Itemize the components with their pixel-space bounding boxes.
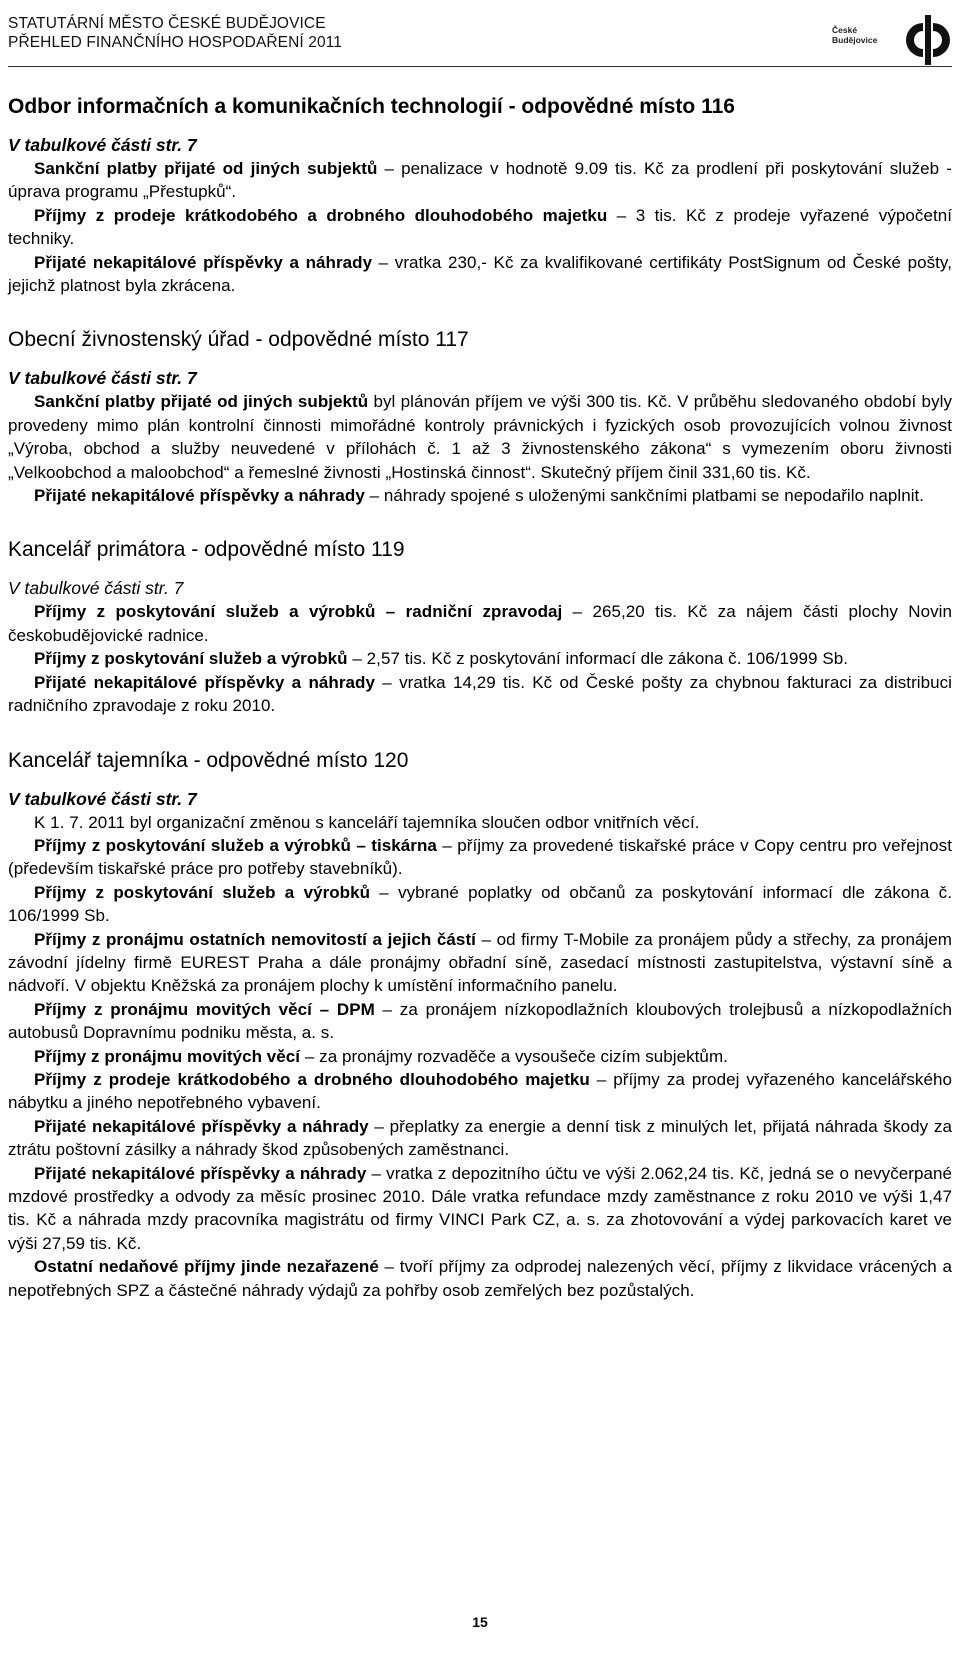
paragraph-lead: Ostatní nedaňové příjmy jinde nezařazené — [34, 1257, 379, 1277]
header-line-2: PŘEHLED FINANČNÍHO HOSPODAŘENÍ 2011 — [8, 34, 342, 51]
paragraph-lead: Příjmy z poskytování služeb a výrobků – radniční zpravodaj — [34, 602, 563, 622]
paragraph-lead: Přijaté nekapitálové příspěvky a náhrady — [34, 252, 373, 272]
paragraph-lead: Příjmy z prodeje krátkodobého a drobného dlouhodobého majetku — [34, 205, 608, 225]
paragraph-lead: Sankční platby přijaté od jiných subjektů — [34, 392, 369, 412]
paragraph — [8, 928, 952, 998]
table-reference: V tabulkové části str. 7 — [8, 368, 197, 389]
paragraph-lead: Přijaté nekapitálové příspěvky a náhrady — [34, 486, 365, 506]
paragraph — [8, 390, 952, 484]
paragraph — [8, 998, 952, 1045]
paragraph-lead: Příjmy z prodeje krátkodobého a drobného dlouhodobého majetku — [34, 1069, 590, 1089]
paragraph — [8, 484, 952, 507]
paragraph — [8, 1255, 952, 1302]
paragraph-lead: Přijaté nekapitálové příspěvky a náhrady — [34, 1116, 369, 1136]
paragraph — [8, 157, 952, 204]
paragraph-lead: Přijaté nekapitálové příspěvky a náhrady — [34, 672, 375, 692]
section-om117 — [8, 327, 952, 507]
header-divider — [8, 66, 952, 67]
paragraph-text: – za pronájem nízkopodlažních kloubových trolejbusů a nízkopodlažních autobusů Dopravnímu podniku města, a. s. — [8, 999, 952, 1043]
page-number: 15 — [472, 1614, 488, 1630]
paragraph-lead: Příjmy z pronájmu movitých věcí – DPM — [34, 999, 375, 1019]
section-title: Kancelář tajemníka - odpovědné místo 120 — [8, 748, 409, 772]
paragraph-text: – přeplatky za energie a denní tisk z minulých let, přijatá náhrada škody za ztrátu poštovní zásilky a náhrady škod způsobených zaměstnanci. — [8, 1116, 952, 1160]
section-title: Obecní živnostenský úřad - odpovědné místo 117 — [8, 328, 469, 352]
paragraph — [8, 671, 952, 718]
paragraph-text: – vybrané poplatky od občanů za poskytování informací dle zákona č. 106/1999 Sb. — [8, 882, 952, 926]
table-reference: V tabulkové části str. 7 — [8, 578, 184, 599]
paragraph — [8, 204, 952, 251]
paragraph-lead: Příjmy z pronájmu ostatních nemovitostí a jejich částí — [34, 929, 476, 949]
paragraph-text: – příjmy za provedené tiskařské práce v Copy centru pro veřejnost (především tiskařské práce pro potřeby stavebníků). — [8, 835, 952, 879]
paragraph-lead: Příjmy z poskytování služeb a výrobků — [34, 649, 348, 669]
paragraph — [8, 1045, 952, 1068]
paragraph-text: – příjmy za prodej vyřazeného kancelářského nábytku a jiného nepotřebného vybavení. — [8, 1069, 952, 1113]
paragraph — [8, 251, 952, 298]
document-body — [8, 94, 952, 1332]
paragraph — [8, 600, 952, 647]
section-title: Kancelář primátora - odpovědné místo 119 — [8, 538, 405, 562]
logo-mark-icon — [906, 15, 950, 65]
paragraph-text: K 1. 7. 2011 byl organizační změnou s kanceláří tajemníka sloučen odbor vnitřních věcí. — [34, 812, 700, 832]
city-logo — [832, 14, 952, 66]
paragraph-text: – tvoří příjmy za odprodej nalezených věcí, příjmy z likvidace vrácených a nepotřebných SPZ a částečné náhrady výdajů za pohřby osob zemřelých bez pozůstalých. — [8, 1257, 952, 1300]
paragraph-lead: Příjmy z poskytování služeb a výrobků — [34, 882, 371, 902]
header-line-1: STATUTÁRNÍ MĚSTO ČESKÉ BUDĚJOVICE — [8, 15, 326, 32]
paragraph — [8, 811, 952, 834]
paragraph-text: – za pronájmy rozvaděče a vysoušeče cizím subjektům. — [300, 1046, 728, 1066]
paragraph-text: – 2,57 tis. Kč z poskytování informací dle zákona č. 106/1999 Sb. — [347, 649, 848, 669]
paragraph — [8, 1068, 952, 1115]
logo-text: České Budějovice — [832, 25, 878, 45]
page-header — [8, 14, 952, 66]
paragraph-text: – penalizace v hodnotě 9.09 tis. Kč za prodlení při poskytování služeb - úprava programu „Přestupků“. — [8, 159, 952, 202]
section-om119 — [8, 537, 952, 717]
paragraph-lead: Přijaté nekapitálové příspěvky a náhrady — [34, 1163, 367, 1183]
paragraph-text: – náhrady spojené s uloženými sankčními platbami se nepodařilo naplnit. — [364, 486, 925, 506]
paragraph-text: – 265,20 tis. Kč za nájem části plochy Novin českobudějovické radnice. — [8, 602, 952, 645]
paragraph-lead: Sankční platby přijaté od jiných subjektů — [34, 159, 378, 178]
paragraph — [8, 834, 952, 881]
paragraph-text: – od firmy T-Mobile za pronájem půdy a střechy, za pronájem závodní jídelny firmě EUREST Praha a dále pronájmy obřadní síně, zasedací místnosti zastupitelstva, výstavní síně a nádvoří. V objektu Kněžská za pronájem plochy k umístění informačního panelu. — [8, 929, 952, 996]
table-reference: V tabulkové části str. 7 — [8, 135, 197, 155]
section-om120 — [8, 748, 952, 1303]
paragraph-text: – vratka 14,29 tis. Kč od České pošty za chybnou fakturaci za distribuci radničního zpravodaje z roku 2010. — [8, 672, 952, 716]
paragraph — [8, 881, 952, 928]
section-om116 — [8, 94, 952, 297]
paragraph — [8, 1115, 952, 1162]
paragraph-text: – vratka z depozitního účtu ve výši 2.062,24 tis. Kč, jedná se o nevyčerpané mzdové prostředky a odvody za měsíc prosinec 2010. Dále vratka refundace mzdy zaměstnance z roku 2010 ve výši 1,47 tis. Kč a náhrada mzdy pracovníka magistrátu od firmy VINCI Park CZ, a. s. za zhotovování a výdej parkovacích karet ve výši 27,59 tis. Kč. — [8, 1163, 953, 1253]
paragraph — [8, 1162, 952, 1256]
paragraph-lead: Příjmy z poskytování služeb a výrobků – tiskárna — [34, 835, 437, 855]
paragraph-text: – vratka 230,- Kč za kvalifikované certifikáty PostSignum od České pošty, jejichž platnost byla zkrácena. — [8, 252, 952, 296]
section-title: Odbor informačních a komunikačních technologií - odpovědné místo 116 — [8, 95, 735, 118]
paragraph-text: byl plánován příjem ve výši 300 tis. Kč. V průběhu sledovaného období byly provedeny mimo plán kontrolní činnosti mimořádné kontroly právnických i fyzických osob provozujících volnou živnost „Výroba, obchod a služby neuvedené v přílohách č. 1 až 3 živnostenského zákona“ s vymezením oboru živnosti „Velkoobchod a maloobchod“ a řemeslné živnosti „Hostinská činnost“. Skutečný příjem činil 331,60 tis. Kč. — [8, 392, 952, 482]
paragraph — [8, 647, 952, 670]
table-reference: V tabulkové části str. 7 — [8, 788, 197, 809]
paragraph-lead: Příjmy z pronájmu movitých věcí — [34, 1046, 301, 1066]
paragraph-text: – 3 tis. Kč z prodeje vyřazené výpočetní techniky. — [8, 205, 953, 249]
